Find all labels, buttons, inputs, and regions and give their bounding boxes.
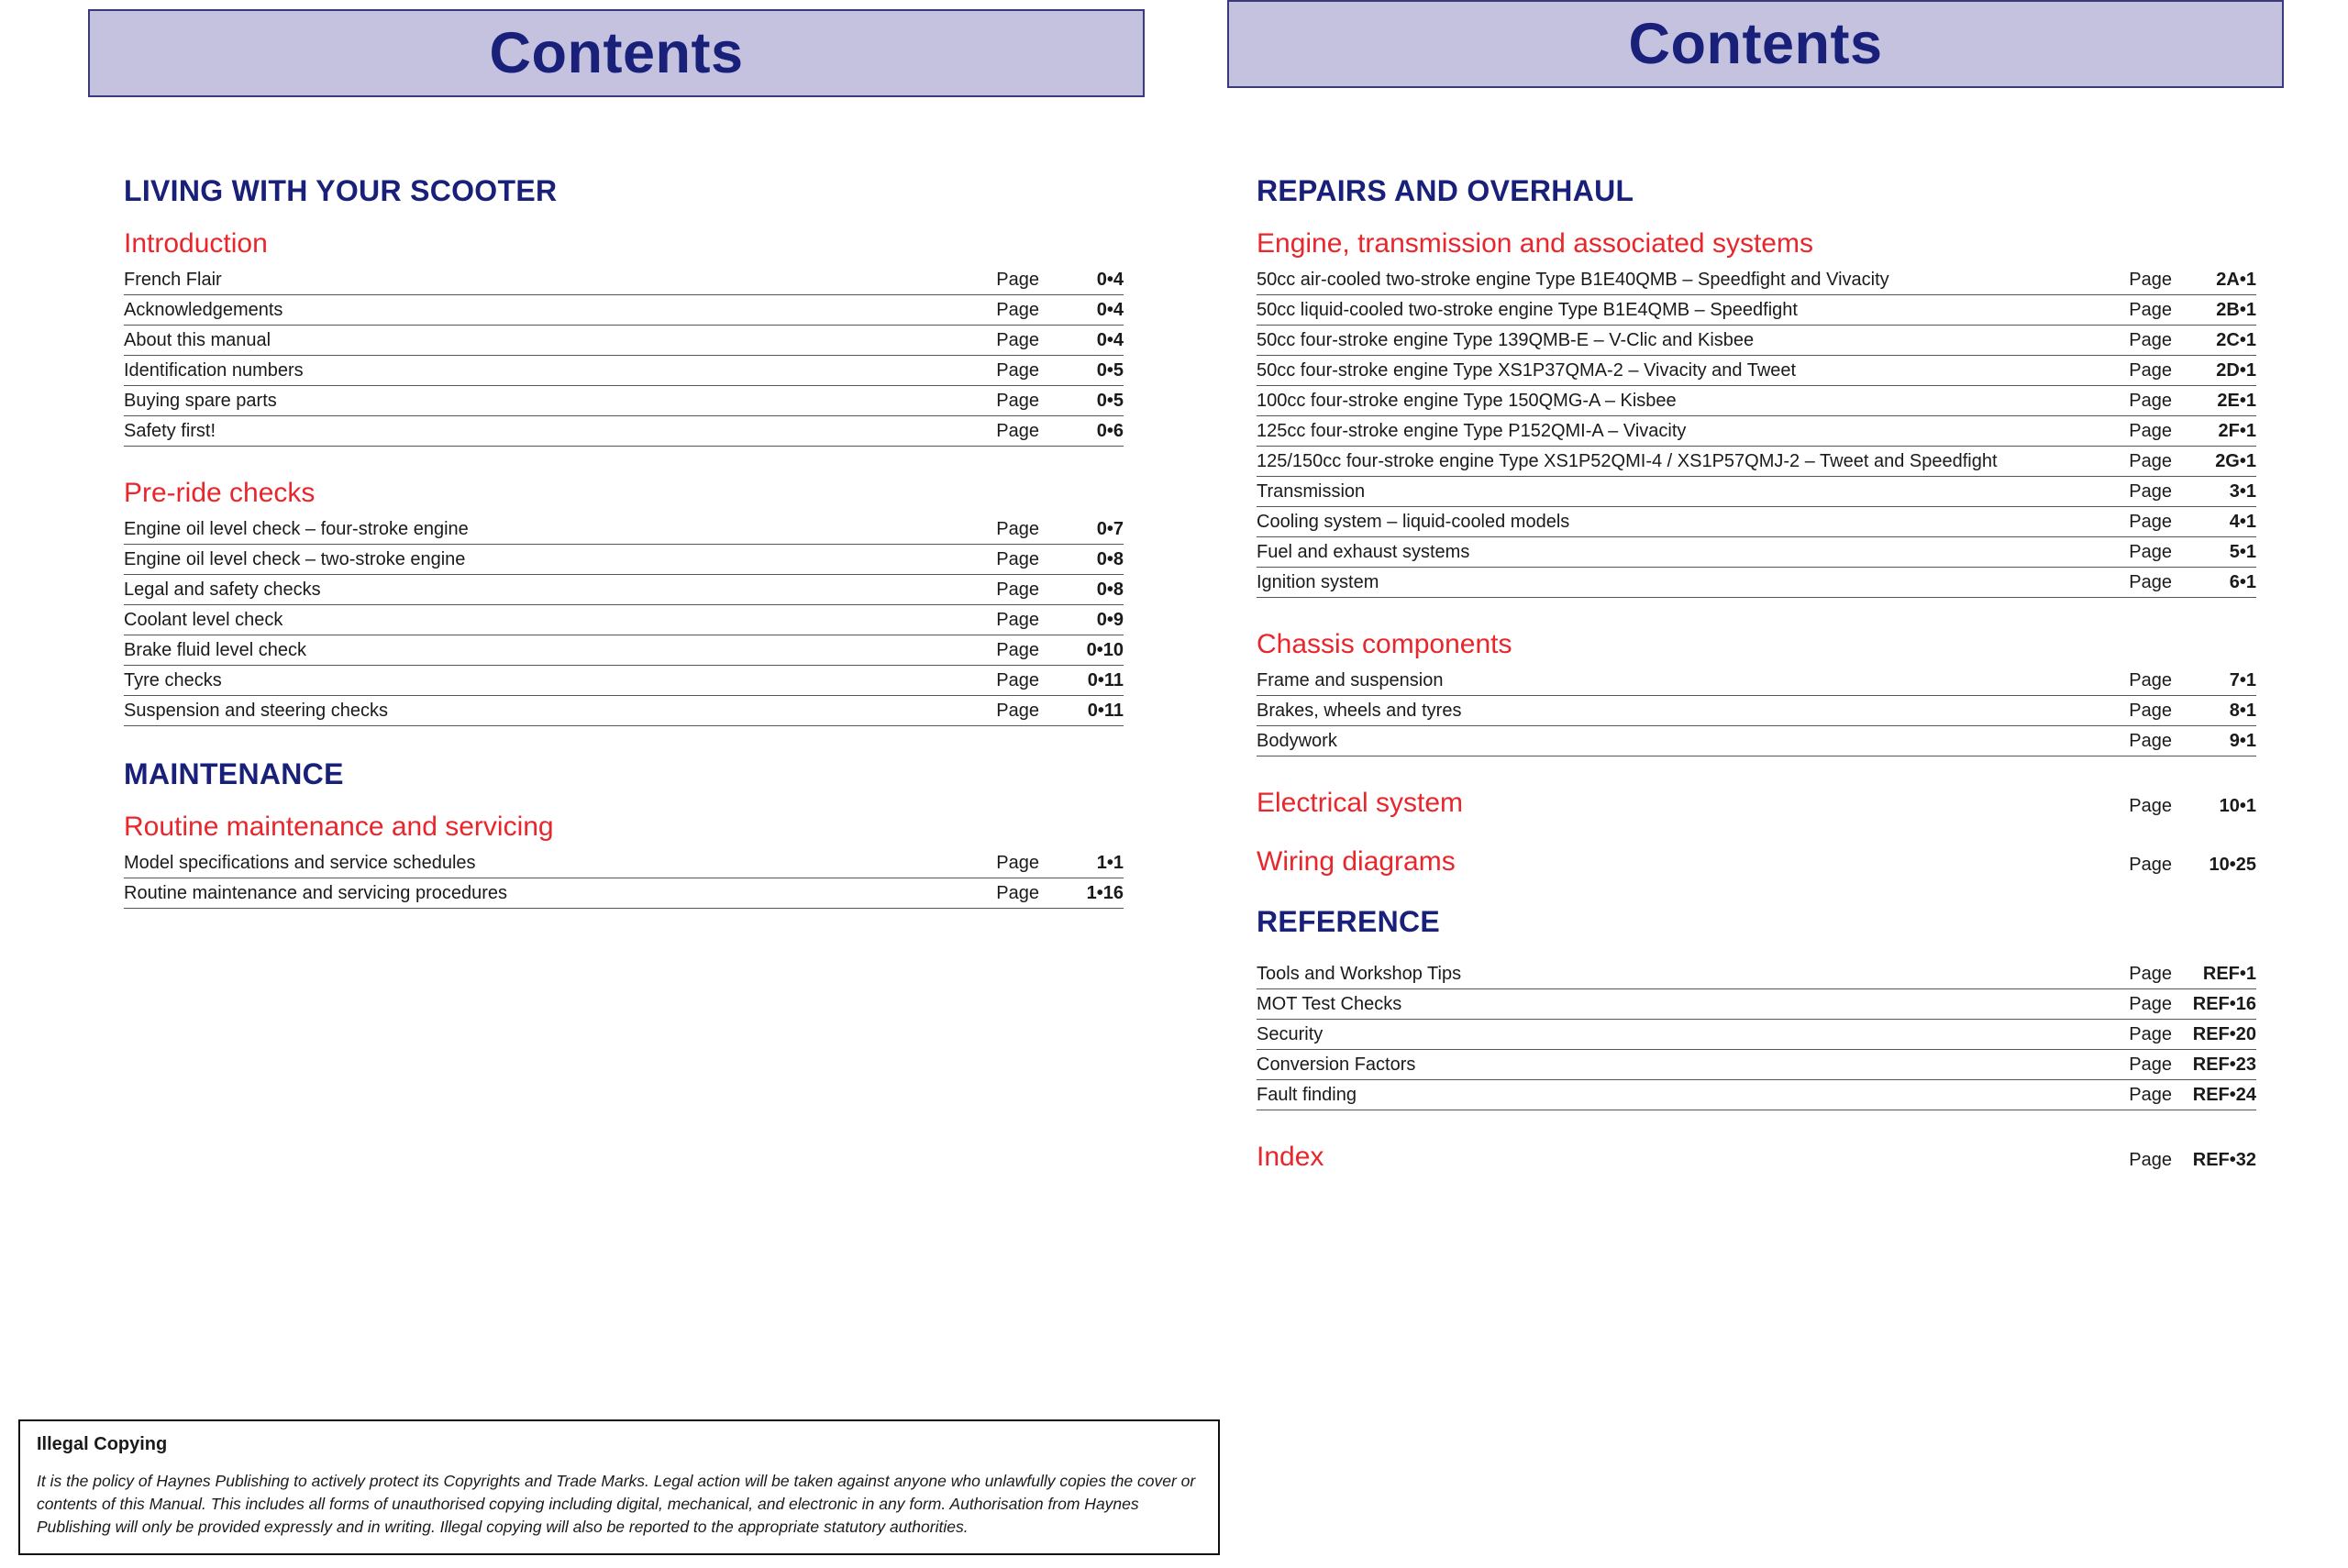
entry-page-number: 0•5 [1096,360,1124,381]
entry-title: 100cc four-stroke engine Type 150QMG-A – Kisbee [1257,391,1677,411]
entry-page-number: REF•32 [2192,1150,2256,1170]
entry-title: Engine oil level check – two-stroke engine [124,549,466,569]
entry-title: Frame and suspension [1257,670,1444,690]
right-contents-column [1257,174,2256,1200]
entry-page-number: 0•11 [1087,701,1124,721]
entry-title: Bodywork [1257,731,1337,751]
contents-banner-right [1227,0,2284,88]
entry-page-number: 0•9 [1096,610,1124,630]
entry-page-number: 2E•1 [2217,391,2256,411]
entry-title: Suspension and steering checks [124,701,388,721]
entry-page-word: Page [2129,994,2172,1014]
contents-banner-left-title: Contents [489,21,744,85]
entry-page-number: 8•1 [2229,701,2256,721]
subsection-title-routine-maintenance-and-servicing: Routine maintenance and servicing [124,812,554,842]
entry-title: Ignition system [1257,572,1379,592]
section-title-living-with-your-scooter: LIVING WITH YOUR SCOOTER [124,174,558,207]
left-contents-column [124,174,1124,940]
entry-title: Cooling system – liquid-cooled models [1257,512,1570,532]
list-item[interactable] [1257,326,2256,356]
illegal-copying-title: Illegal Copying [37,1434,168,1454]
list-item[interactable] [124,575,1124,605]
entry-page-number: REF•1 [2202,964,2256,984]
entry-page-word: Page [996,300,1039,320]
entry-page-number: 10•1 [2219,796,2256,816]
subsection-title-chassis-components: Chassis components [1257,629,1512,659]
entry-page-word: Page [996,391,1039,411]
entry-title: Fault finding [1257,1085,1357,1105]
list-item[interactable] [1257,507,2256,537]
entry-title: MOT Test Checks [1257,994,1402,1014]
entry-page-number: 1•1 [1096,853,1124,873]
entry-title: Model specifications and service schedules [124,853,476,873]
entry-page-word: Page [2129,670,2172,690]
entry-page-word: Page [2129,421,2172,441]
list-item[interactable] [1257,477,2256,507]
entry-page-number: 2B•1 [2216,300,2256,320]
entry-page-number: 3•1 [2229,481,2256,502]
entry-page-number: 1•16 [1086,883,1124,903]
section-title-repairs-and-overhaul: REPAIRS AND OVERHAUL [1257,174,1634,207]
list-item[interactable] [1257,666,2256,696]
entry-title: Tyre checks [124,670,222,690]
entry-page-number: 0•4 [1096,300,1124,320]
subsection-title-engine-transmission: Engine, transmission and associated systems [1257,228,1813,259]
list-item[interactable] [124,356,1124,386]
entry-page-number: 2A•1 [2216,270,2256,290]
entry-page-word: Page [2129,451,2172,471]
list-item[interactable] [124,416,1124,447]
entry-title: 50cc four-stroke engine Type 139QMB-E – V-Clic and Kisbee [1257,330,1755,350]
list-item[interactable] [1257,568,2256,598]
entry-page-word: Page [2129,1085,2172,1105]
entry-title: 125/150cc four-stroke engine Type XS1P52QMI-4 / XS1P57QMJ-2 – Tweet and Speedfight [1257,451,1998,471]
list-item[interactable] [124,265,1124,295]
entry-page-word: Page [996,270,1039,290]
subsection-title-pre-ride-checks: Pre-ride checks [124,478,316,508]
entry-page-number: 2F•1 [2218,421,2256,441]
list-item[interactable] [1257,447,2256,477]
list-item[interactable] [1257,989,2256,1020]
entry-title: Coolant level check [124,610,283,630]
entry-page-word: Page [2129,731,2172,751]
entry-page-word: Page [996,549,1039,569]
entry-list-pre-ride-checks [124,514,1124,726]
entry-electrical-system[interactable] [1257,788,2256,819]
entry-page-number: REF•24 [2192,1085,2256,1105]
entry-page-word: Page [2129,1150,2172,1170]
entry-page-number: 0•11 [1087,670,1124,690]
entry-list-engine-transmission [1257,265,2256,598]
entry-page-word: Page [996,670,1039,690]
list-item[interactable] [1257,295,2256,326]
list-item[interactable] [1257,696,2256,726]
entry-page-word: Page [996,640,1039,660]
illegal-copying-box [18,1419,1220,1555]
subsection-title-wiring-diagrams: Wiring diagrams [1257,846,1456,877]
list-item[interactable] [1257,416,2256,447]
entry-page-number: 0•8 [1096,580,1124,600]
entry-title: Brake fluid level check [124,640,306,660]
entry-page-word: Page [2129,1024,2172,1044]
entry-page-number: 0•10 [1086,640,1124,660]
entry-title: Tools and Workshop Tips [1257,964,1462,984]
section-title-reference: REFERENCE [1257,905,1441,938]
subsection-title-electrical-system: Electrical system [1257,788,1464,818]
entry-title: French Flair [124,270,222,290]
list-item[interactable] [124,878,1124,909]
entry-page-number: 9•1 [2229,731,2256,751]
section-title-maintenance: MAINTENANCE [124,757,344,790]
entry-page-number: 0•7 [1096,519,1124,539]
subsection-title-index: Index [1257,1142,1324,1172]
contents-banner-right-title: Contents [1628,12,1883,76]
entry-page-number: 2G•1 [2215,451,2256,471]
entry-title: Acknowledgements [124,300,283,320]
entry-list-routine-maintenance [124,848,1124,909]
entry-page-word: Page [2129,300,2172,320]
entry-page-word: Page [2129,964,2172,984]
entry-page-word: Page [996,519,1039,539]
entry-page-number: REF•23 [2192,1055,2256,1075]
entry-page-word: Page [996,610,1039,630]
entry-page-number: 0•4 [1096,330,1124,350]
list-item[interactable] [124,605,1124,635]
list-item[interactable] [124,635,1124,666]
list-item[interactable] [124,295,1124,326]
list-item[interactable] [1257,265,2256,295]
entry-page-number: 4•1 [2229,512,2256,532]
entry-title: 125cc four-stroke engine Type P152QMI-A – Vivacity [1257,421,1687,441]
list-item[interactable] [1257,386,2256,416]
entry-page-number: 10•25 [2209,855,2256,875]
entry-list-reference [1257,959,2256,1110]
entry-page-word: Page [2129,572,2172,592]
list-item[interactable] [124,386,1124,416]
entry-wiring-diagrams[interactable] [1257,846,2256,878]
entry-page-number: 5•1 [2229,542,2256,562]
entry-title: Routine maintenance and servicing procedures [124,883,508,903]
entry-page-word: Page [996,580,1039,600]
entry-title: Brakes, wheels and tyres [1257,701,1462,721]
entry-title: Conversion Factors [1257,1055,1416,1075]
entry-page-number: 7•1 [2229,670,2256,690]
list-item[interactable] [124,848,1124,878]
list-item[interactable] [124,514,1124,545]
list-item[interactable] [124,326,1124,356]
entry-title: Legal and safety checks [124,580,321,600]
list-item[interactable] [124,666,1124,696]
illegal-copying-body: It is the policy of Haynes Publishing to actively protect its Copyrights and Trade Marks. Legal action will be taken against anyone who unlawfully copies the cover or contents of this Manual. This includes all forms of unauthorised copying including digital, mechanical, and electronic in any form. Authorisation from Haynes Publishing will only be provided expressly and in writing. Illegal copying will also be reported to the appropriate statutory authorities. [37,1472,1196,1536]
subsection-title-introduction: Introduction [124,228,268,259]
entry-title: 50cc four-stroke engine Type XS1P37QMA-2 – Vivacity and Tweet [1257,360,1797,381]
entry-title: 50cc liquid-cooled two-stroke engine Type B1E4QMB – Speedfight [1257,300,1798,320]
entry-page-word: Page [996,853,1039,873]
entry-page-word: Page [2129,391,2172,411]
entry-page-word: Page [2129,481,2172,502]
entry-page-number: REF•20 [2192,1024,2256,1044]
entry-title: Buying spare parts [124,391,277,411]
entry-page-word: Page [2129,512,2172,532]
list-item[interactable] [1257,959,2256,989]
entry-page-word: Page [2129,701,2172,721]
entry-page-word: Page [996,421,1039,441]
entry-page-word: Page [2129,360,2172,381]
entry-page-number: 0•4 [1096,270,1124,290]
entry-page-number: REF•16 [2192,994,2256,1014]
entry-title: 50cc air-cooled two-stroke engine Type B1E40QMB – Speedfight and Vivacity [1257,270,1889,290]
entry-page-word: Page [2129,330,2172,350]
entry-title: Fuel and exhaust systems [1257,542,1470,562]
entry-page-word: Page [2129,270,2172,290]
entry-list-introduction [124,265,1124,447]
entry-title: Safety first! [124,421,216,441]
entry-page-number: 2C•1 [2216,330,2256,350]
entry-page-word: Page [996,330,1039,350]
entry-page-word: Page [2129,796,2172,816]
entry-page-number: 2D•1 [2216,360,2256,381]
entry-title: About this manual [124,330,271,350]
contents-banner-left [88,9,1145,97]
list-item[interactable] [1257,1020,2256,1050]
list-item[interactable] [1257,726,2256,756]
entry-title: Engine oil level check – four-stroke engine [124,519,469,539]
entry-title: Identification numbers [124,360,304,381]
list-item[interactable] [1257,1080,2256,1110]
entry-list-chassis-components [1257,666,2256,756]
entry-page-word: Page [996,883,1039,903]
entry-page-word: Page [2129,542,2172,562]
list-item[interactable] [124,545,1124,575]
entry-page-word: Page [2129,855,2172,875]
entry-page-word: Page [996,360,1039,381]
list-item[interactable] [124,696,1124,726]
entry-title: Security [1257,1024,1324,1044]
entry-index[interactable] [1257,1142,2256,1173]
entry-page-number: 0•6 [1096,421,1124,441]
list-item[interactable] [1257,356,2256,386]
entry-page-word: Page [2129,1055,2172,1075]
list-item[interactable] [1257,1050,2256,1080]
entry-page-word: Page [996,701,1039,721]
entry-title: Transmission [1257,481,1366,502]
list-item[interactable] [1257,537,2256,568]
entry-page-number: 0•8 [1096,549,1124,569]
entry-page-number: 6•1 [2229,572,2256,592]
entry-page-number: 0•5 [1096,391,1124,411]
